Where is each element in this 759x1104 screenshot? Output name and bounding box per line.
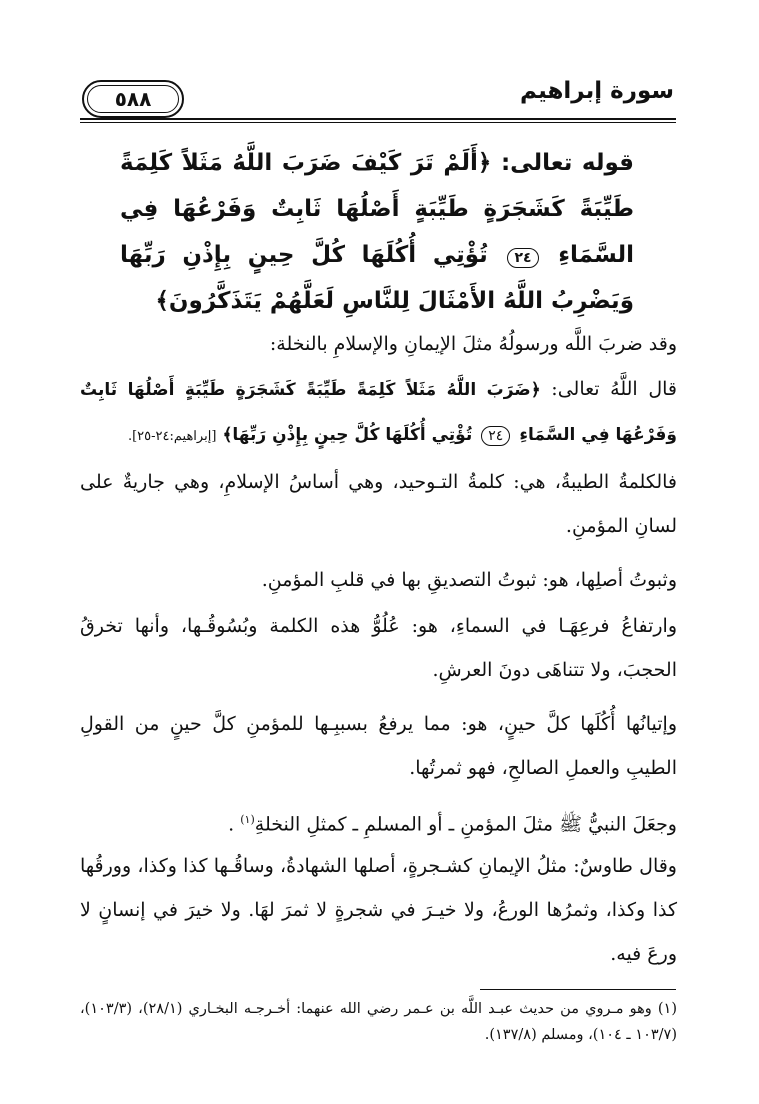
verse-text-b: تُؤْتِي أُكُلَهَا كُلَّ حِينٍ بِإِذْنِ رَبِّهَا وَيَضْرِبُ اللَّهُ الأَمْثَالَ لِلنَّاسِ لَعَلَّهُمْ يَتَذَكَّرُونَ﴾: [120, 242, 634, 314]
header-rule-thin: [80, 122, 676, 123]
page-number: ٥٨٨: [82, 80, 184, 118]
paragraph-8: وقال طاوسٌ: مثلُ الإيمانِ كشـجرةٍ، أصلها الشهادةُ، وساقُـها كذا وكذا، وورقُها كذا وكذا، وثمرُها الورعُ، ولا خيـرَ في شجرةٍ لا ثمرَ لهَا. ولا خيرَ في إنسانٍ لا ورعَ فيه.: [80, 855, 677, 965]
paragraph-4: وثبوتُ أصلِها، هو: ثبوتُ التصديقِ بها في قلبِ المؤمنِ.: [261, 569, 677, 591]
verse-text-a: ﴿أَلَمْ تَرَ كَيْفَ ضَرَبَ اللَّهُ مَثَلاً كَلِمَةً طَيِّبَةً كَشَجَرَةٍ طَيِّبَةٍ أَصْلُهَا ثَابِتٌ وَفَرْعُهَا فِي السَّمَاءِ: [120, 150, 635, 268]
header-rule: [80, 118, 676, 120]
paragraph-2: [80, 367, 677, 459]
paragraph-3: فالكلمةُ الطيبةُ، هي: كلمةُ التـوحيد، وهي أساسُ الإسلامِ، وهي جاريةٌ على لسانِ المؤمنِ.: [80, 471, 677, 537]
quran-quote-a: ﴿ضَرَبَ اللَّهُ مَثَلاً كَلِمَةً طَيِّبَةً كَشَجَرَةٍ طَيِّبَةٍ أَصْلُهَا ثَابِتٌ وَفَرْعُهَا فِي السَّمَاءِ: [80, 380, 677, 445]
paragraph-5: وارتفاعُ فرعِهَـا في السماءِ، هو: عُلُوُّ هذه الكلمة وبُسُوقُـها، وأنها تخرقُ الحجبَ، ولا تتناهَى دونَ العرشِ.: [80, 615, 677, 681]
quran-quote-b: تُؤْتِي أُكُلَهَا كُلَّ حِينٍ بِإِذْنِ رَبِّهَا﴾: [222, 425, 473, 445]
surah-title: سورة إبراهيم: [520, 78, 674, 104]
paragraph-1: وقد ضربَ اللَّه ورسولُهُ مثلَ الإيمانِ والإسلامِ بالنخلة:: [269, 333, 677, 355]
paragraph-7-text: وجعَلَ النبيُّ ﷺ مثلَ المؤمنِ ـ أو المسلمِ ـ كمثلِ النخلةِ: [254, 813, 677, 836]
ayah-number-marker-2: ٢٤: [481, 426, 510, 446]
paragraph-2-intro: قال اللَّهُ تعالى:: [551, 378, 677, 400]
verse-block: [120, 140, 634, 324]
footnote-marker: (١): [240, 813, 255, 826]
verse-intro: قوله تعالى:: [500, 150, 634, 176]
paragraph-7-end: .: [228, 813, 235, 836]
paragraph-6: وإتيانُها أُكُلَها كلَّ حينٍ، هو: مما يرفعُ بسببِـها للمؤمنِ كلَّ حينٍ من القولِ الطيبِ والعملِ الصالحِ، فهو ثمرتُها.: [80, 713, 677, 779]
footnote-separator: [480, 989, 676, 990]
paragraph-7: [80, 798, 677, 846]
ayah-number-marker: ٢٤: [507, 248, 538, 268]
page-header: [80, 78, 676, 126]
footnote: (١) وهو مـروي من حديث عبـد اللَّه بن عـمر رضي الله عنهما: أخـرجـه البخـاري (٢٨/١)، (١٠٣/٣)، (١٠٣/٧ ـ ١٠٤)، ومسلم (١٣٧/٨).: [80, 1001, 677, 1043]
quran-reference: [إبراهيم:٢٤-٢٥].: [127, 429, 217, 444]
